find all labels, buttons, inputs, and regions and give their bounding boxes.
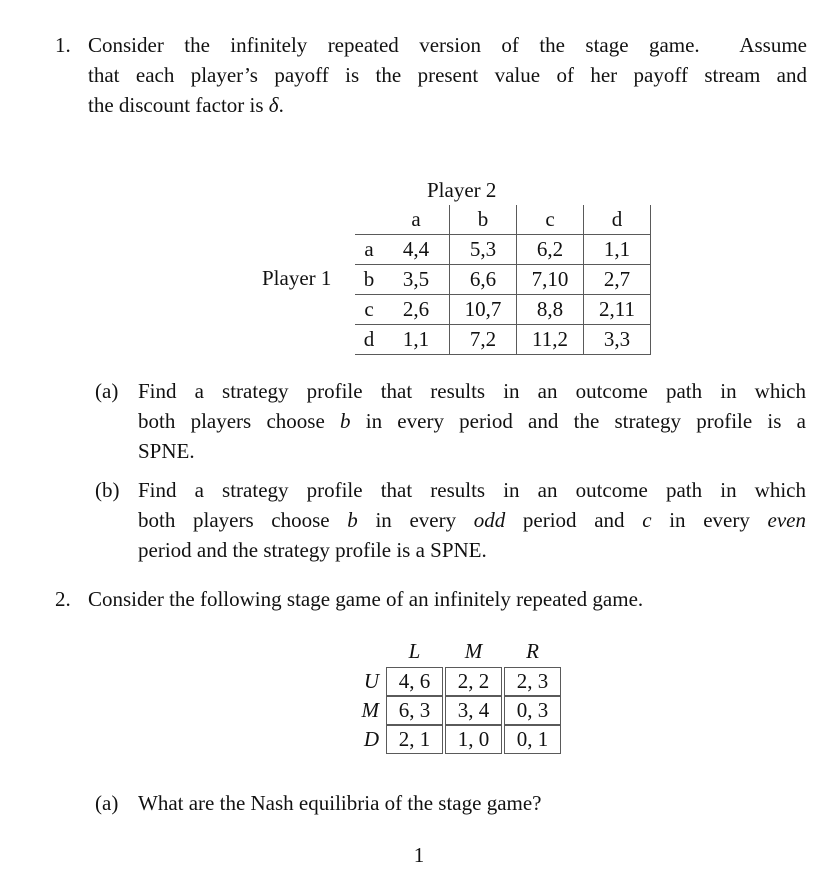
payoff-cell: 4, 6 (386, 667, 443, 696)
payoff-cell: 10,7 (450, 295, 517, 325)
payoff-cell: 1, 0 (445, 725, 502, 754)
row-header: M (361, 698, 379, 722)
column-header: c (517, 205, 584, 235)
question-1-number: 1. (55, 33, 71, 57)
part-a-label: (a) (95, 379, 119, 403)
page-number: 1 (413, 843, 425, 867)
row-header: U (363, 669, 379, 693)
payoff-table-2 (347, 639, 563, 754)
table-row (355, 325, 651, 355)
question-2-text (88, 584, 807, 614)
column-header: R (526, 639, 539, 663)
payoff-cell: 1,1 (383, 325, 450, 355)
question-2a (95, 788, 806, 818)
player-1-label: Player 1 (262, 266, 332, 290)
text-line: Consider the following stage game of an infinitely repeated game. (88, 587, 644, 611)
row-header: c (355, 295, 383, 325)
column-header: b (450, 205, 517, 235)
game-1-matrix (262, 178, 662, 363)
payoff-cell: 2,11 (584, 295, 651, 325)
payoff-cell: 1,1 (584, 235, 651, 265)
text-line: period and the strategy profile is a SPNE. (138, 538, 487, 562)
table-header-row (349, 639, 561, 667)
row-header: d (355, 325, 383, 355)
payoff-cell: 8,8 (517, 295, 584, 325)
payoff-cell: 7,10 (517, 265, 584, 295)
payoff-cell: 3,3 (584, 325, 651, 355)
text-line: both players choose b in every period and the strategy profile is a (138, 409, 806, 433)
column-header: a (383, 205, 450, 235)
table-row (349, 667, 561, 696)
row-header: b (355, 265, 383, 295)
payoff-cell: 5,3 (450, 235, 517, 265)
payoff-cell: 11,2 (517, 325, 584, 355)
payoff-cell: 2, 2 (445, 667, 502, 696)
question-2a-text (138, 788, 806, 818)
question-2-number: 2. (55, 587, 71, 611)
text-line: the discount factor is δ. (88, 93, 284, 117)
text-line: Find a strategy profile that results in an outcome path in which (138, 478, 806, 502)
table-header-row (355, 205, 651, 235)
row-header: a (355, 235, 383, 265)
payoff-cell: 6,6 (450, 265, 517, 295)
question-1-text (88, 30, 807, 120)
question-1b-text (138, 475, 806, 565)
payoff-cell: 2,7 (584, 265, 651, 295)
payoff-cell: 6,2 (517, 235, 584, 265)
payoff-cell: 6, 3 (386, 696, 443, 725)
text-line: What are the Nash equilibria of the stage game? (138, 791, 542, 815)
payoff-table-1 (355, 205, 651, 355)
question-1a (95, 376, 806, 466)
corner-cell (355, 205, 383, 235)
question-1a-text (138, 376, 806, 466)
text-line: both players choose b in every odd period and c in every even (138, 508, 806, 532)
payoff-cell: 3,5 (383, 265, 450, 295)
table-row (349, 725, 561, 754)
table-row (349, 696, 561, 725)
text-line: that each player’s payoff is the present value of her payoff stream and (88, 63, 807, 87)
payoff-cell: 7,2 (450, 325, 517, 355)
column-header: L (408, 639, 421, 663)
column-header: d (584, 205, 651, 235)
payoff-cell: 2, 3 (504, 667, 561, 696)
table-row (355, 235, 651, 265)
question-1 (55, 30, 807, 120)
payoff-cell: 0, 3 (504, 696, 561, 725)
game-2-matrix (347, 639, 577, 769)
question-2 (55, 584, 807, 614)
text-line: SPNE. (138, 439, 195, 463)
part-a-label: (a) (95, 791, 119, 815)
delta-symbol: δ (268, 93, 279, 117)
table-row (355, 265, 651, 295)
column-header: M (464, 639, 483, 663)
part-b-label: (b) (95, 478, 120, 502)
payoff-cell: 4,4 (383, 235, 450, 265)
question-1b (95, 475, 806, 565)
player-2-label: Player 2 (427, 178, 497, 202)
payoff-cell: 3, 4 (445, 696, 502, 725)
table-row (355, 295, 651, 325)
corner-cell (349, 639, 384, 667)
text-line: Consider the infinitely repeated version of the stage game. Assume (88, 33, 807, 57)
payoff-cell: 2,6 (383, 295, 450, 325)
payoff-cell: 0, 1 (504, 725, 561, 754)
text-line: Find a strategy profile that results in an outcome path in which (138, 379, 806, 403)
payoff-cell: 2, 1 (386, 725, 443, 754)
row-header: D (363, 727, 379, 751)
